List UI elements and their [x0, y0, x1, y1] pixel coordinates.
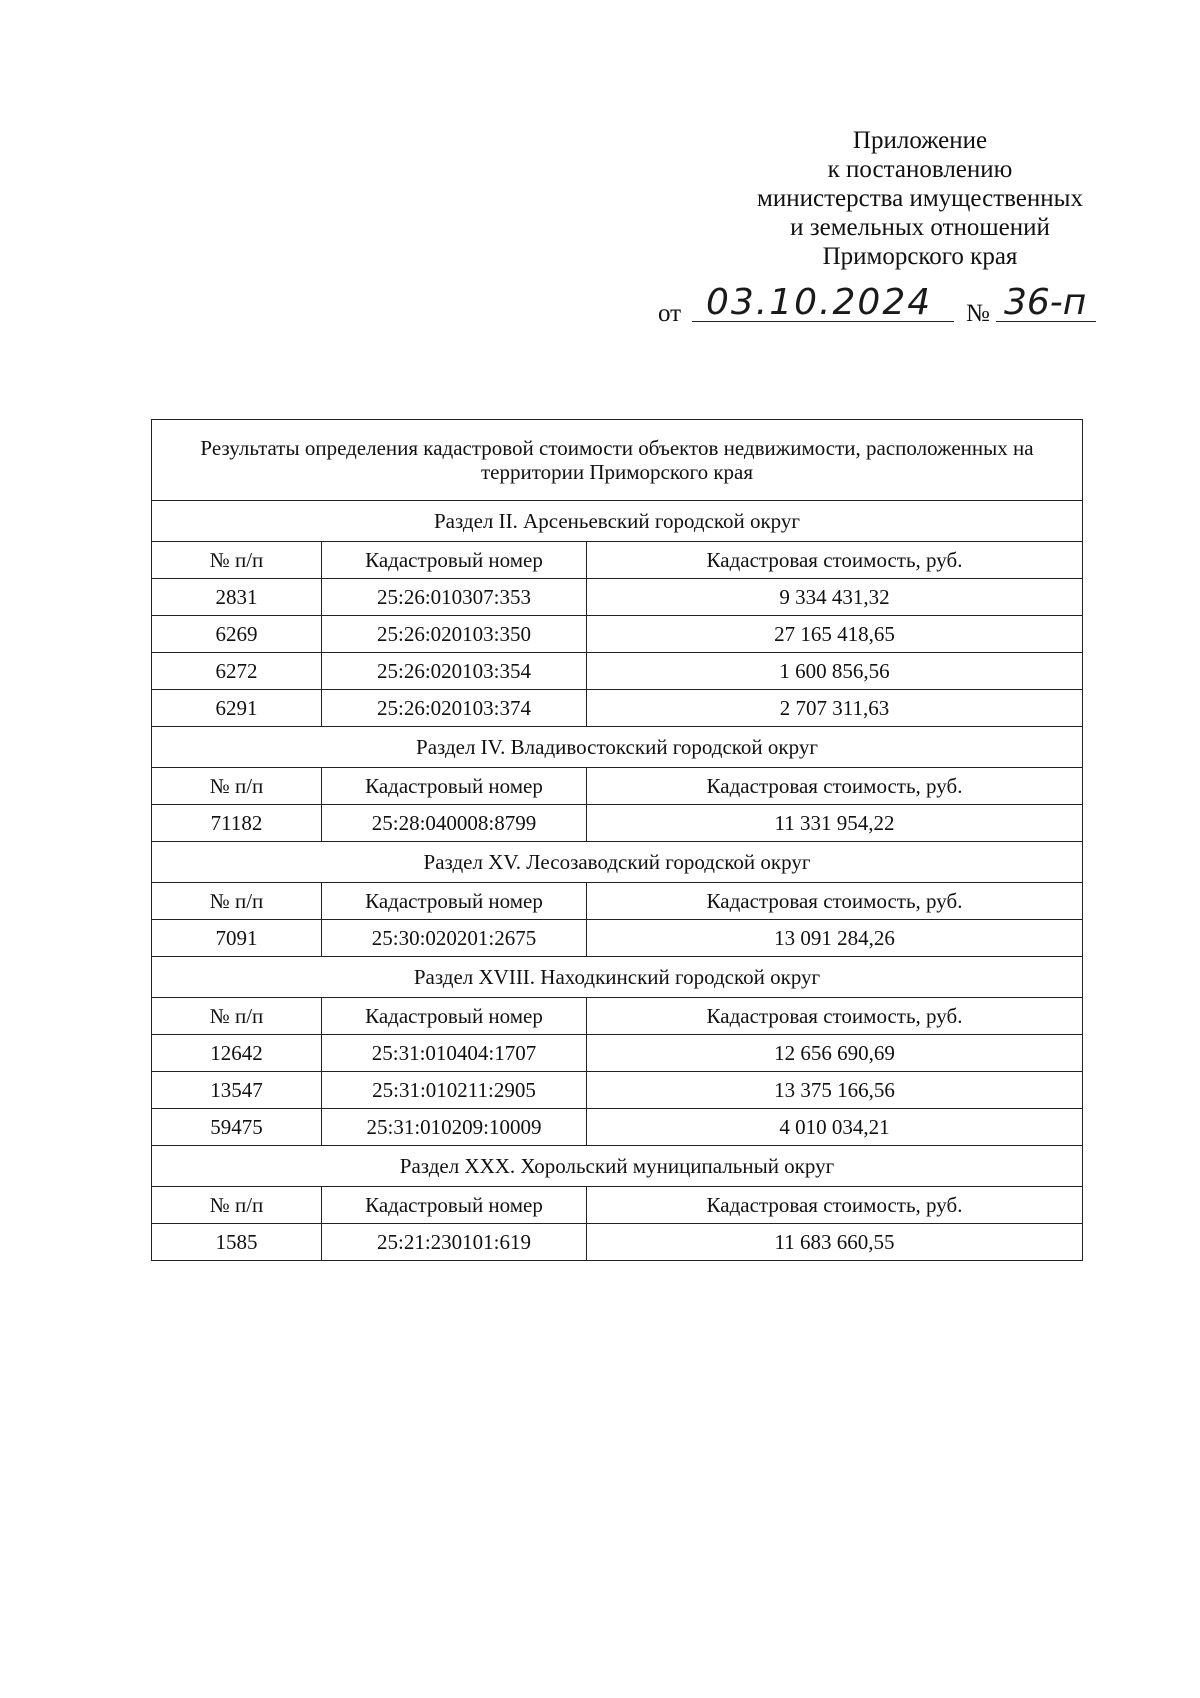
- header-index: № п/п: [152, 1187, 322, 1224]
- section-title: Раздел XVIII. Находкинский городской округ: [152, 957, 1083, 998]
- cell-index: 13547: [152, 1072, 322, 1109]
- header-cadastral-number: Кадастровый номер: [322, 542, 587, 579]
- header-cadastral-value: Кадастровая стоимость, руб.: [587, 768, 1083, 805]
- table-row: [152, 653, 1083, 690]
- header-row: [152, 883, 1083, 920]
- cell-cadastral-number: 25:26:020103:350: [322, 616, 587, 653]
- cell-cadastral-number: 25:31:010209:10009: [322, 1109, 587, 1146]
- cell-cadastral-value: 13 375 166,56: [587, 1072, 1083, 1109]
- annex-line: Приложение: [852, 127, 988, 154]
- header-cadastral-number: Кадастровый номер: [322, 883, 587, 920]
- cell-index: 12642: [152, 1035, 322, 1072]
- table-row: [152, 805, 1083, 842]
- header-row: [152, 1187, 1083, 1224]
- cell-cadastral-value: 2 707 311,63: [587, 690, 1083, 727]
- header-row: [152, 542, 1083, 579]
- resolution-date-handwritten: 03.10.2024: [692, 282, 954, 322]
- header-cadastral-number: Кадастровый номер: [322, 768, 587, 805]
- cell-cadastral-value: 9 334 431,32: [587, 579, 1083, 616]
- section-title: Раздел XXX. Хорольский муниципальный округ: [152, 1146, 1083, 1187]
- cell-cadastral-number: 25:28:040008:8799: [322, 805, 587, 842]
- table-row: [152, 1035, 1083, 1072]
- header-cadastral-value: Кадастровая стоимость, руб.: [587, 542, 1083, 579]
- cell-cadastral-value: 27 165 418,65: [587, 616, 1083, 653]
- table-row: [152, 579, 1083, 616]
- cell-index: 2831: [152, 579, 322, 616]
- cell-cadastral-number: 25:26:020103:374: [322, 690, 587, 727]
- cell-cadastral-number: 25:26:010307:353: [322, 579, 587, 616]
- header-cadastral-number: Кадастровый номер: [322, 1187, 587, 1224]
- cell-cadastral-value: 13 091 284,26: [587, 920, 1083, 957]
- section-title: Раздел II. Арсеньевский городской округ: [152, 501, 1083, 542]
- section-row: [152, 957, 1083, 998]
- cell-index: 1585: [152, 1224, 322, 1261]
- cell-index: 6269: [152, 616, 322, 653]
- table-row: [152, 1109, 1083, 1146]
- cell-index: 6272: [152, 653, 322, 690]
- resolution-date-number: [658, 282, 1098, 328]
- header-row: [152, 768, 1083, 805]
- header-index: № п/п: [152, 768, 322, 805]
- annex-line: министерства имущественных: [757, 185, 1083, 212]
- annex-header: [700, 126, 1140, 271]
- header-cadastral-value: Кадастровая стоимость, руб.: [587, 883, 1083, 920]
- cell-index: 7091: [152, 920, 322, 957]
- date-prefix: от: [658, 300, 682, 327]
- section-row: [152, 727, 1083, 768]
- section-row: [152, 501, 1083, 542]
- cell-cadastral-value: 12 656 690,69: [587, 1035, 1083, 1072]
- cell-cadastral-number: 25:31:010211:2905: [322, 1072, 587, 1109]
- cell-cadastral-value: 4 010 034,21: [587, 1109, 1083, 1146]
- header-index: № п/п: [152, 883, 322, 920]
- header-index: № п/п: [152, 542, 322, 579]
- table-title: Результаты определения кадастровой стоимости объектов недвижимости, расположенных на территории Приморского края: [152, 420, 1083, 501]
- table-row: [152, 1072, 1083, 1109]
- cell-cadastral-number: 25:31:010404:1707: [322, 1035, 587, 1072]
- cell-cadastral-number: 25:21:230101:619: [322, 1224, 587, 1261]
- annex-line: Приморского края: [822, 243, 1018, 270]
- header-cadastral-value: Кадастровая стоимость, руб.: [587, 998, 1083, 1035]
- cell-index: 59475: [152, 1109, 322, 1146]
- table-row: [152, 690, 1083, 727]
- section-title: Раздел XV. Лесозаводский городской округ: [152, 842, 1083, 883]
- section-row: [152, 842, 1083, 883]
- table-row: [152, 616, 1083, 653]
- header-cadastral-number: Кадастровый номер: [322, 998, 587, 1035]
- table-title-row: [152, 420, 1083, 501]
- table-row: [152, 920, 1083, 957]
- cell-cadastral-value: 1 600 856,56: [587, 653, 1083, 690]
- cell-cadastral-value: 11 683 660,55: [587, 1224, 1083, 1261]
- cell-cadastral-value: 11 331 954,22: [587, 805, 1083, 842]
- cell-index: 71182: [152, 805, 322, 842]
- annex-line: к постановлению: [827, 156, 1013, 183]
- header-row: [152, 998, 1083, 1035]
- cadastral-value-table: [151, 419, 1083, 1261]
- section-title: Раздел IV. Владивостокский городской округ: [152, 727, 1083, 768]
- section-row: [152, 1146, 1083, 1187]
- table-row: [152, 1224, 1083, 1261]
- cell-index: 6291: [152, 690, 322, 727]
- resolution-number-handwritten: 36-п: [996, 282, 1096, 322]
- table-body: [152, 420, 1083, 1261]
- cell-cadastral-number: 25:30:020201:2675: [322, 920, 587, 957]
- cell-cadastral-number: 25:26:020103:354: [322, 653, 587, 690]
- annex-line: и земельных отношений: [790, 214, 1050, 241]
- header-cadastral-value: Кадастровая стоимость, руб.: [587, 1187, 1083, 1224]
- number-prefix: №: [966, 300, 990, 327]
- header-index: № п/п: [152, 998, 322, 1035]
